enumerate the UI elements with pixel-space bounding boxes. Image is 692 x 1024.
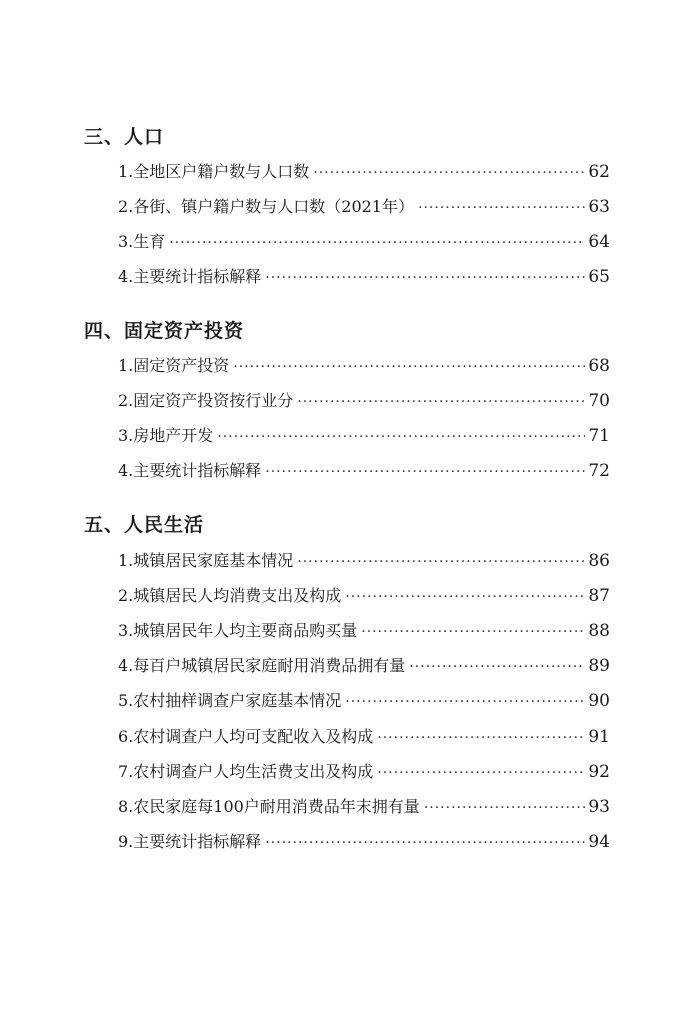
entry-number: 1.: [118, 551, 134, 570]
entry-number: 1.: [118, 356, 134, 375]
entry-page-number: 88: [588, 621, 610, 641]
entry-label: 各街、镇户籍户数与人口数（2021年）: [133, 197, 414, 216]
toc-entry[interactable]: [118, 795, 610, 819]
dot-leader: [233, 355, 585, 379]
toc-entry[interactable]: [118, 160, 610, 184]
entry-label: 主要统计指标解释: [133, 267, 262, 286]
entry-page-number: 91: [588, 727, 610, 747]
toc-entry[interactable]: [118, 195, 610, 219]
toc-entry[interactable]: [118, 584, 610, 608]
toc-entry[interactable]: [118, 654, 610, 678]
toc-entry[interactable]: [118, 549, 610, 573]
section-title: 五、人民生活: [84, 514, 205, 536]
entry-page-number: 86: [588, 551, 610, 571]
entry-page-number: 64: [588, 232, 610, 252]
entry-page-number: 93: [588, 797, 610, 817]
entry-label: 生育: [133, 232, 166, 251]
entry-page-number: 87: [588, 586, 610, 606]
dot-leader: [169, 231, 585, 255]
entry-page-number: 72: [588, 461, 610, 481]
entry-number: 3.: [118, 426, 134, 445]
entry-page-number: 65: [588, 267, 610, 287]
entry-page-number: 68: [588, 356, 610, 376]
section-title: 四、固定资产投资: [84, 320, 245, 342]
toc-entry[interactable]: [118, 230, 610, 254]
dot-leader: [265, 460, 585, 484]
dot-leader: [377, 726, 585, 750]
entry-number: 4.: [118, 461, 134, 480]
entry-label: 固定资产投资按行业分: [133, 391, 294, 410]
entry-number: 4.: [118, 656, 134, 675]
entry-number: 2.: [118, 586, 134, 605]
entry-number: 6.: [118, 727, 134, 746]
entry-label: 城镇居民年人均主要商品购买量: [133, 621, 358, 640]
entry-number: 5.: [118, 691, 134, 710]
entry-number: 3.: [118, 232, 134, 251]
dot-leader: [345, 585, 585, 609]
entry-number: 1.: [118, 162, 134, 181]
entry-number: 2.: [118, 391, 134, 410]
entry-number: 8.: [118, 797, 134, 816]
entry-number: 3.: [118, 621, 134, 640]
entry-page-number: 71: [588, 426, 610, 446]
entry-label: 城镇居民人均消费支出及构成: [133, 586, 342, 605]
section-title: 三、人口: [84, 126, 165, 148]
entry-label: 房地产开发: [133, 426, 214, 445]
dot-leader: [409, 655, 585, 679]
dot-leader: [265, 831, 585, 855]
entry-number: 2.: [118, 197, 134, 216]
dot-leader: [377, 761, 585, 785]
entry-label: 每百户城镇居民家庭耐用消费品拥有量: [133, 656, 406, 675]
entry-page-number: 89: [588, 656, 610, 676]
entry-page-number: 62: [588, 162, 610, 182]
entry-label: 主要统计指标解释: [133, 832, 262, 851]
entry-label: 城镇居民家庭基本情况: [133, 551, 294, 570]
toc-entry[interactable]: [118, 459, 610, 483]
dot-leader: [418, 196, 585, 220]
entry-label: 农村抽样调查户家庭基本情况: [133, 691, 342, 710]
entry-label: 农民家庭每100户耐用消费品年末拥有量: [133, 797, 420, 816]
toc-entry[interactable]: [118, 354, 610, 378]
toc-entry[interactable]: [118, 830, 610, 854]
entry-label: 农村调查户人均生活费支出及构成: [133, 762, 374, 781]
toc-entry[interactable]: [118, 424, 610, 448]
dot-leader: [297, 390, 585, 414]
entry-page-number: 94: [588, 832, 610, 852]
entry-page-number: 90: [588, 691, 610, 711]
toc-entry[interactable]: [118, 389, 610, 413]
dot-leader: [361, 620, 585, 644]
entry-page-number: 63: [588, 197, 610, 217]
dot-leader: [217, 425, 585, 449]
entry-label: 主要统计指标解释: [133, 461, 262, 480]
dot-leader: [313, 161, 585, 185]
dot-leader: [424, 796, 586, 820]
entry-label: 农村调查户人均可支配收入及构成: [133, 727, 374, 746]
entry-label: 全地区户籍户数与人口数: [133, 162, 310, 181]
dot-leader: [265, 266, 585, 290]
entry-number: 7.: [118, 762, 134, 781]
dot-leader: [345, 690, 585, 714]
toc-entry[interactable]: [118, 725, 610, 749]
entry-page-number: 70: [588, 391, 610, 411]
toc-entry[interactable]: [118, 265, 610, 289]
entry-page-number: 92: [588, 762, 610, 782]
toc-entry[interactable]: [118, 619, 610, 643]
entry-number: 9.: [118, 832, 134, 851]
entry-number: 4.: [118, 267, 134, 286]
toc-entry[interactable]: [118, 760, 610, 784]
entry-label: 固定资产投资: [133, 356, 230, 375]
toc-entry[interactable]: [118, 689, 610, 713]
dot-leader: [297, 550, 585, 574]
